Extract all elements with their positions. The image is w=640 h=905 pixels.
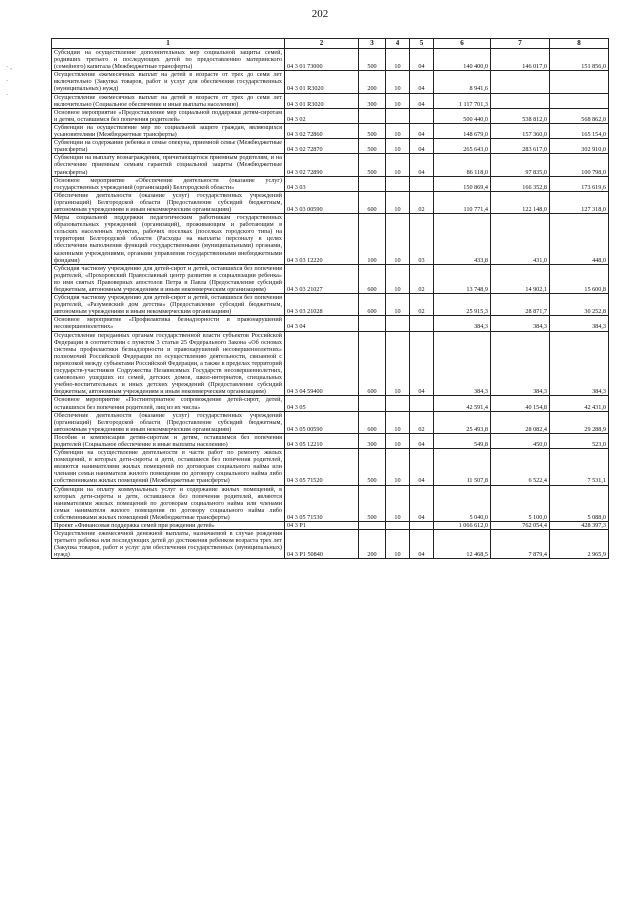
row-subsection: 04 bbox=[410, 139, 434, 154]
col-header-1: 1 bbox=[52, 39, 285, 49]
row-name: Осуществление переданных органам государственной власти субъектов Российской Федерации в соответствии с пунктом 3 статьи 25 Федерального Закона «Об основах системы профилактики безнадзорности и правонарушений несовершеннолетних» полномочий Российской Федерации по осуществлению деятельности, связанной с перевозкой между субъектами Российской Федерации, а также в пределах территорий государств-участников Содружества Независимых Государств несовершеннолетних, самовольно ушедших из семей, детских домов, школ-интернатов, специальных учебно-воспитательных и иных детских учреждений (Предоставление субсидий бюджетным, автономным учреждениям и иным некоммерческим организациям) bbox=[52, 331, 285, 396]
row-section: 10 bbox=[386, 214, 410, 265]
row-name: Меры социальной поддержки педагогическим работникам государственных образовательных учреждений (организаций), проживающим и работающим в сельских населенных пунктах, рабочих поселках (поселках городского типа) на территории Белгородской области (Расходы на выплаты персоналу в целях обеспечения выполнения функций государственными (муниципальными) органами, казенными учреждениями, органами управления государственными внебюджетными фондами) bbox=[52, 214, 285, 265]
row-amount-year2: 384,3 bbox=[491, 331, 550, 396]
row-section bbox=[386, 108, 410, 123]
row-amount-year1: 12 468,5 bbox=[434, 530, 491, 559]
row-code: 04 3 05 bbox=[285, 396, 359, 411]
col-header-3: 3 bbox=[359, 39, 386, 49]
row-amount-year1: 1 066 612,0 bbox=[434, 522, 491, 530]
row-code: 04 3 05 71520 bbox=[285, 449, 359, 485]
row-amount-year1: 150 869,4 bbox=[434, 176, 491, 191]
row-subsection: 04 bbox=[410, 71, 434, 93]
row-section bbox=[386, 176, 410, 191]
row-expense-type bbox=[359, 522, 386, 530]
row-expense-type bbox=[359, 176, 386, 191]
row-expense-type: 300 bbox=[359, 433, 386, 448]
row-subsection bbox=[410, 176, 434, 191]
row-section: 10 bbox=[386, 331, 410, 396]
table-row bbox=[52, 139, 609, 154]
row-subsection: 04 bbox=[410, 154, 434, 176]
row-amount-year2: 40 154,8 bbox=[491, 396, 550, 411]
row-name: Субсидия частному учреждению для детей-сирот и детей, оставшихся без попечения родителей, «Прохоровский Православный центр развития и социализации ребенка» во имя святых Правоверных апостолов Петра и Павла (Предоставление субсидий бюджетным, автономным учреждениям и иным некоммерческим организациям) bbox=[52, 264, 285, 293]
row-amount-year3: 165 154,0 bbox=[550, 123, 609, 138]
row-code: 04 3 02 bbox=[285, 108, 359, 123]
row-amount-year2: 538 812,0 bbox=[491, 108, 550, 123]
row-subsection bbox=[410, 316, 434, 331]
row-section: 10 bbox=[386, 191, 410, 213]
row-code: 04 3 01 R3020 bbox=[285, 93, 359, 108]
row-section: 10 bbox=[386, 264, 410, 293]
row-amount-year2: 122 148,0 bbox=[491, 191, 550, 213]
row-code: 04 3 05 00590 bbox=[285, 411, 359, 433]
budget-table bbox=[51, 38, 609, 559]
row-expense-type: 600 bbox=[359, 331, 386, 396]
row-amount-year1: 42 591,4 bbox=[434, 396, 491, 411]
row-subsection: 04 bbox=[410, 449, 434, 485]
row-expense-type: 600 bbox=[359, 294, 386, 316]
row-amount-year3: 173 619,6 bbox=[550, 176, 609, 191]
row-expense-type: 600 bbox=[359, 411, 386, 433]
row-expense-type: 300 bbox=[359, 93, 386, 108]
row-name: Основное мероприятие «Обеспечение деятельности (оказание услуг) государственных учреждений (организаций) Белгородской области» bbox=[52, 176, 285, 191]
header-row bbox=[52, 39, 609, 49]
row-name: Проект «Финансовая поддержка семей при рождении детей» bbox=[52, 522, 285, 530]
row-subsection bbox=[410, 108, 434, 123]
margin-mark: · bbox=[6, 77, 9, 85]
row-amount-year2: 166 352,8 bbox=[491, 176, 550, 191]
row-code: 04 3 02 72870 bbox=[285, 139, 359, 154]
row-amount-year2: 6 522,4 bbox=[491, 449, 550, 485]
row-subsection: 04 bbox=[410, 530, 434, 559]
row-name: Субвенции на содержание ребенка в семье опекуна, приемной семье (Межбюджетные трансферты) bbox=[52, 139, 285, 154]
row-code: 04 3 04 bbox=[285, 316, 359, 331]
row-name: Субвенции на осуществление деятельности в части работ по ремонту жилых помещений, в которых дети-сироты и дети, оставшиеся без попечения родителей, являются нанимателями жилых помещений по договорам социального найма или членами семьи нанимателя жилого помещения по договору социального найма либо собственниками жилых помещений (Межбюджетные трансферты) bbox=[52, 449, 285, 485]
table-row bbox=[52, 294, 609, 316]
col-header-2: 2 bbox=[285, 39, 359, 49]
table-row bbox=[52, 191, 609, 213]
margin-mark: · bbox=[6, 91, 9, 99]
row-amount-year2: 7 879,4 bbox=[491, 530, 550, 559]
table-row bbox=[52, 71, 609, 93]
row-code: 04 3 P1 50840 bbox=[285, 530, 359, 559]
row-subsection: 02 bbox=[410, 411, 434, 433]
row-amount-year1: 140 400,0 bbox=[434, 49, 491, 71]
row-subsection: 04 bbox=[410, 49, 434, 71]
row-code: 04 3 03 12220 bbox=[285, 214, 359, 265]
row-subsection bbox=[410, 396, 434, 411]
row-amount-year1: 500 440,0 bbox=[434, 108, 491, 123]
row-amount-year1: 13 748,9 bbox=[434, 264, 491, 293]
row-section: 10 bbox=[386, 485, 410, 521]
col-header-6: 6 bbox=[434, 39, 491, 49]
row-amount-year3: 127 318,0 bbox=[550, 191, 609, 213]
row-name: Основное мероприятие «Постинтернатное сопровождение детей-сирот, детей, оставшихся без попечения родителей, лиц из их числа» bbox=[52, 396, 285, 411]
row-section: 10 bbox=[386, 154, 410, 176]
row-section: 10 bbox=[386, 139, 410, 154]
table-row bbox=[52, 396, 609, 411]
row-amount-year3: 384,3 bbox=[550, 331, 609, 396]
row-amount-year1: 86 118,0 bbox=[434, 154, 491, 176]
row-name: Основное мероприятие «Профилактика безнадзорности и правонарушений несовершеннолетних» bbox=[52, 316, 285, 331]
row-expense-type bbox=[359, 316, 386, 331]
row-amount-year2: 431,0 bbox=[491, 214, 550, 265]
row-code: 04 3 03 bbox=[285, 176, 359, 191]
row-amount-year2: 28 082,4 bbox=[491, 411, 550, 433]
row-amount-year2: 28 871,7 bbox=[491, 294, 550, 316]
table-row bbox=[52, 214, 609, 265]
row-amount-year1: 384,3 bbox=[434, 316, 491, 331]
row-amount-year3: 2 965,9 bbox=[550, 530, 609, 559]
row-amount-year3: 42 431,0 bbox=[550, 396, 609, 411]
row-section: 10 bbox=[386, 71, 410, 93]
row-amount-year2: 157 360,0 bbox=[491, 123, 550, 138]
row-section: 10 bbox=[386, 294, 410, 316]
row-amount-year3: 523,0 bbox=[550, 433, 609, 448]
table-row bbox=[52, 449, 609, 485]
row-amount-year1: 433,8 bbox=[434, 214, 491, 265]
row-code: 04 3 03 21028 bbox=[285, 294, 359, 316]
row-code: 04 3 P1 bbox=[285, 522, 359, 530]
row-subsection: 02 bbox=[410, 191, 434, 213]
row-amount-year2: 283 617,0 bbox=[491, 139, 550, 154]
row-section bbox=[386, 396, 410, 411]
row-amount-year1: 549,8 bbox=[434, 433, 491, 448]
row-section: 10 bbox=[386, 123, 410, 138]
row-code: 04 3 03 21027 bbox=[285, 264, 359, 293]
row-name: Основное мероприятие «Предоставление мер социальной поддержки детям-сиротам и детям, оставшимся без попечения родителей» bbox=[52, 108, 285, 123]
row-subsection: 04 bbox=[410, 331, 434, 396]
row-name: Субсидия частному учреждению для детей-сирот и детей, оставшихся без попечения родителей, «Разумевский дом детства» (Предоставление субсидий бюджетным, автономным учреждениям и иным некоммерческим организациям) bbox=[52, 294, 285, 316]
table-row bbox=[52, 530, 609, 559]
row-subsection: 04 bbox=[410, 433, 434, 448]
row-amount-year1: 11 507,8 bbox=[434, 449, 491, 485]
row-amount-year2 bbox=[491, 71, 550, 93]
row-name: Субвенции на оплату коммунальных услуг и содержание жилых помещений, в которых дети-сироты и дети, оставшиеся без попечения родителей, являются нанимателями жилых помещений по договорам социального найма или членами семьи нанимателя жилого помещения по договору социального найма либо собственниками жилых помещений (Межбюджетные трансферты) bbox=[52, 485, 285, 521]
row-amount-year2: 5 100,0 bbox=[491, 485, 550, 521]
row-amount-year1: 384,3 bbox=[434, 331, 491, 396]
row-amount-year3: 5 088,0 bbox=[550, 485, 609, 521]
row-expense-type: 200 bbox=[359, 71, 386, 93]
row-amount-year1: 25 915,3 bbox=[434, 294, 491, 316]
row-amount-year3: 384,3 bbox=[550, 316, 609, 331]
row-name: Осуществление ежемесячной денежной выплаты, назначаемой в случае рождения третьего ребенка или последующих детей до достижения ребенком возраста трех лет (Закупка товаров, работ и услуг для обеспечения государственных (муниципальных) нужд) bbox=[52, 530, 285, 559]
row-section: 10 bbox=[386, 530, 410, 559]
row-amount-year2: 762 054,4 bbox=[491, 522, 550, 530]
row-amount-year1: 8 941,6 bbox=[434, 71, 491, 93]
col-header-7: 7 bbox=[491, 39, 550, 49]
row-name: Осуществление ежемесячных выплат на детей в возрасте от трех до семи лет включительно (Социальное обеспечение и иные выплаты населению) bbox=[52, 93, 285, 108]
table-row bbox=[52, 49, 609, 71]
row-amount-year1: 110 771,4 bbox=[434, 191, 491, 213]
row-expense-type bbox=[359, 108, 386, 123]
row-amount-year3: 100 798,0 bbox=[550, 154, 609, 176]
row-section: 10 bbox=[386, 449, 410, 485]
row-name: Осуществление ежемесячных выплат на детей в возрасте от трех до семи лет включительно (Закупка товаров, работ и услуг для обеспечения государственных (муниципальных) нужд) bbox=[52, 71, 285, 93]
row-amount-year1: 1 117 701,3 bbox=[434, 93, 491, 108]
row-expense-type: 500 bbox=[359, 485, 386, 521]
page-number: 202 bbox=[311, 8, 329, 20]
row-name: Субвенции на осуществление мер по социальной защите граждан, являющихся усыновителями (Межбюджетные трансферты) bbox=[52, 123, 285, 138]
table-row bbox=[52, 433, 609, 448]
row-amount-year1: 25 493,8 bbox=[434, 411, 491, 433]
row-amount-year3: 302 910,0 bbox=[550, 139, 609, 154]
row-amount-year3: 15 600,8 bbox=[550, 264, 609, 293]
row-section: 10 bbox=[386, 93, 410, 108]
row-expense-type: 200 bbox=[359, 530, 386, 559]
table-row bbox=[52, 264, 609, 293]
row-amount-year1: 265 643,0 bbox=[434, 139, 491, 154]
row-amount-year2 bbox=[491, 93, 550, 108]
row-expense-type: 600 bbox=[359, 191, 386, 213]
row-subsection: 04 bbox=[410, 485, 434, 521]
row-code: 04 3 05 71530 bbox=[285, 485, 359, 521]
row-amount-year3 bbox=[550, 71, 609, 93]
row-expense-type: 500 bbox=[359, 139, 386, 154]
table-row bbox=[52, 485, 609, 521]
row-subsection: 02 bbox=[410, 264, 434, 293]
row-name: Субсидии на осуществление дополнительных мер социальной защиты семей, родивших третьего и последующих детей по предоставлению материнского (семейного) капитала (Межбюджетные трансферты) bbox=[52, 49, 285, 71]
table-row bbox=[52, 331, 609, 396]
row-amount-year1: 5 040,0 bbox=[434, 485, 491, 521]
row-amount-year3 bbox=[550, 93, 609, 108]
row-code: 04 3 05 12210 bbox=[285, 433, 359, 448]
row-amount-year3: 428 397,3 bbox=[550, 522, 609, 530]
row-expense-type: 500 bbox=[359, 123, 386, 138]
row-code: 04 3 04 59400 bbox=[285, 331, 359, 396]
table-row bbox=[52, 93, 609, 108]
col-header-4: 4 bbox=[386, 39, 410, 49]
row-amount-year1: 148 679,0 bbox=[434, 123, 491, 138]
table-row bbox=[52, 316, 609, 331]
table-row bbox=[52, 522, 609, 530]
row-code: 04 3 02 72860 bbox=[285, 123, 359, 138]
row-section bbox=[386, 316, 410, 331]
row-section: 10 bbox=[386, 411, 410, 433]
col-header-8: 8 bbox=[550, 39, 609, 49]
row-subsection: 04 bbox=[410, 123, 434, 138]
row-section bbox=[386, 522, 410, 530]
row-subsection: 03 bbox=[410, 214, 434, 265]
row-code: 04 3 01 73000 bbox=[285, 49, 359, 71]
row-subsection: 02 bbox=[410, 294, 434, 316]
row-amount-year3: 568 862,0 bbox=[550, 108, 609, 123]
row-name: Обеспечение деятельности (оказание услуг) государственных учреждений (организаций) Белгородской области (Предоставление субсидий бюджетным, автономным учреждениям и иным некоммерческим организациям) bbox=[52, 411, 285, 433]
row-amount-year2: 450,0 bbox=[491, 433, 550, 448]
col-header-5: 5 bbox=[410, 39, 434, 49]
row-amount-year2: 14 902,1 bbox=[491, 264, 550, 293]
table-row bbox=[52, 176, 609, 191]
row-expense-type bbox=[359, 396, 386, 411]
row-expense-type: 500 bbox=[359, 449, 386, 485]
row-amount-year3: 448,0 bbox=[550, 214, 609, 265]
row-expense-type: 500 bbox=[359, 49, 386, 71]
row-amount-year3: 29 288,9 bbox=[550, 411, 609, 433]
margin-marks bbox=[6, 60, 12, 102]
row-section: 10 bbox=[386, 49, 410, 71]
row-amount-year2: 97 835,0 bbox=[491, 154, 550, 176]
row-amount-year3: 151 856,0 bbox=[550, 49, 609, 71]
table-row bbox=[52, 123, 609, 138]
row-expense-type: 500 bbox=[359, 154, 386, 176]
row-amount-year2: 384,3 bbox=[491, 316, 550, 331]
table-row bbox=[52, 411, 609, 433]
row-code: 04 3 02 72890 bbox=[285, 154, 359, 176]
row-expense-type: 600 bbox=[359, 264, 386, 293]
row-name: Субвенции на выплату вознаграждения, причитающегося приемным родителям, и на обеспечение приемным семьям гарантий социальной защиты (Межбюджетные трансферты) bbox=[52, 154, 285, 176]
row-code: 04 3 01 R3020 bbox=[285, 71, 359, 93]
table-row bbox=[52, 108, 609, 123]
row-code: 04 3 03 00590 bbox=[285, 191, 359, 213]
row-name: Пособия и компенсации детям-сиротам и детям, оставшимся без попечения родителей (Социальное обеспечение и иные выплаты населению) bbox=[52, 433, 285, 448]
row-subsection: 04 bbox=[410, 93, 434, 108]
row-subsection bbox=[410, 522, 434, 530]
row-amount-year3: 7 531,1 bbox=[550, 449, 609, 485]
row-amount-year3: 30 252,8 bbox=[550, 294, 609, 316]
row-amount-year2: 146 017,0 bbox=[491, 49, 550, 71]
table-row bbox=[52, 154, 609, 176]
row-section: 10 bbox=[386, 433, 410, 448]
row-name: Обеспечение деятельности (оказание услуг) государственных учреждений (организаций) Белгородской области (Предоставление субсидий бюджетным, автономным учреждениям и иным некоммерческим организациям) bbox=[52, 191, 285, 213]
row-expense-type: 100 bbox=[359, 214, 386, 265]
margin-mark: · , bbox=[6, 63, 12, 71]
